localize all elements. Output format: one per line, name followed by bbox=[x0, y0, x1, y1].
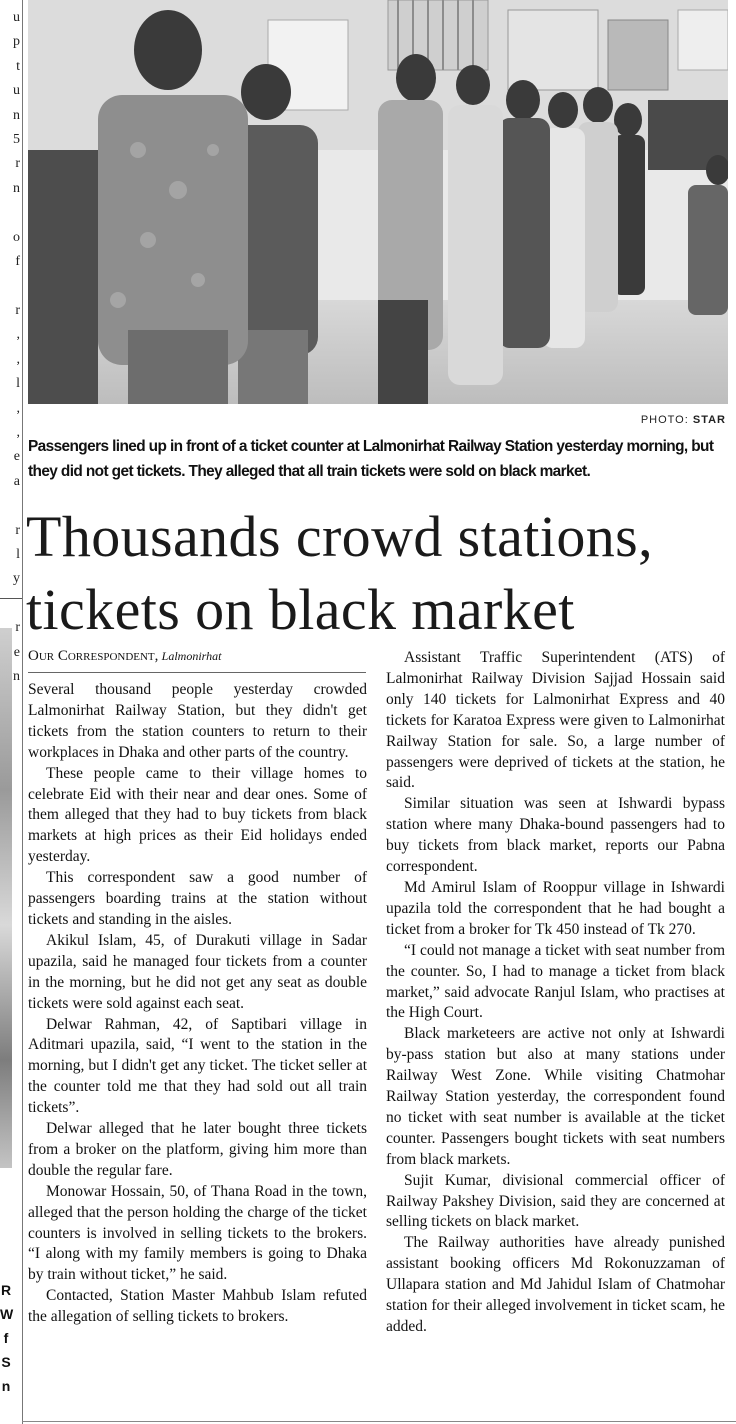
bottom-rule bbox=[22, 1421, 736, 1422]
adjacent-column-letter: y bbox=[13, 571, 20, 587]
adjacent-column-letter: r bbox=[15, 302, 20, 318]
adjacent-column-bold-letter: S bbox=[1, 1354, 11, 1370]
adjacent-column-letter bbox=[4, 592, 20, 616]
adjacent-column-letter: r bbox=[15, 156, 20, 172]
adjacent-column-letter: l bbox=[16, 376, 20, 392]
adjacent-column-letter: l bbox=[16, 546, 20, 562]
adjacent-column-bold-letter: R bbox=[0, 1282, 12, 1298]
adjacent-column-bold-letter: n bbox=[1, 1378, 11, 1394]
adjacent-column-letter bbox=[4, 201, 20, 225]
adjacent-column-letter: n bbox=[13, 180, 20, 196]
article-paragraph: Delwar alleged that he later bought three tickets from a broker on the platform, giving him more than double the regular fare. bbox=[28, 1120, 367, 1179]
adjacent-column-letter: o bbox=[13, 229, 20, 245]
article-paragraph: Sujit Kumar, divisional commercial officer of Railway Pakshey Division, said they are concerned at selling tickets on black market. bbox=[386, 1171, 725, 1231]
article-paragraph: Md Amirul Islam of Rooppur village in Ishwardi upazila told the correspondent that he had bought a ticket from a broker for Tk 450 instead of Tk 270. bbox=[386, 878, 725, 938]
article-paragraph: Several thousand people yesterday crowded Lalmonirhat Railway Station, but they didn't get tickets from the station counters to return to their workplaces in Dhaka and other parts of the country. bbox=[28, 681, 367, 761]
byline bbox=[28, 648, 368, 665]
adjacent-column-letter: n bbox=[13, 668, 20, 684]
byline-place: Lalmonirhat bbox=[161, 649, 222, 663]
adjacent-column-letter: , bbox=[16, 351, 20, 367]
adjacent-column-letter: u bbox=[13, 10, 20, 25]
photo-credit-source: STAR bbox=[692, 414, 726, 426]
adjacent-column-rule bbox=[0, 598, 22, 599]
article-paragraph: These people came to their village homes to celebrate Eid with their near and dear ones. Some of them alleged that they had to buy tickets from black markets at high prices as their Eid holidays ended yesterday. bbox=[28, 764, 367, 866]
adjacent-column-letter: 5 bbox=[13, 132, 20, 148]
adjacent-column-letter: u bbox=[13, 83, 20, 99]
adjacent-column-letter: e bbox=[13, 449, 20, 465]
adjacent-column-letter: a bbox=[13, 473, 20, 489]
photo-credit-label: PHOTO: bbox=[640, 414, 689, 426]
adjacent-column-photo bbox=[0, 628, 12, 1168]
column-divider bbox=[22, 0, 23, 1424]
adjacent-column-text bbox=[4, 6, 20, 689]
article-paragraph: This correspondent saw a good number of passengers boarding trains at the station without tickets and standing in the aisles. bbox=[28, 869, 367, 928]
byline-name: Our Correspondent, bbox=[28, 648, 159, 664]
adjacent-column-letter: t bbox=[16, 58, 20, 74]
adjacent-column-letter: , bbox=[16, 400, 20, 416]
article-column-2 bbox=[386, 648, 725, 1338]
news-photo bbox=[28, 0, 728, 404]
adjacent-column-bold-letter: W bbox=[0, 1306, 14, 1322]
photo-caption: Passengers lined up in front of a ticket counter at Lalmonirhat Railway Station yesterday morning, but they did not get tickets. They alleged that all train tickets were sold on black market. bbox=[28, 438, 714, 480]
adjacent-column-bold-text bbox=[0, 1278, 12, 1398]
adjacent-column-letter: f bbox=[15, 254, 20, 270]
adjacent-column-letter: , bbox=[16, 424, 20, 440]
article-paragraph: “I could not manage a ticket with seat number from the counter. So, I had to manage a ticket from black market,” said advocate Ranjul Islam, who practises at the High Court. bbox=[386, 941, 725, 1022]
headline bbox=[26, 500, 736, 646]
photo-credit bbox=[641, 414, 726, 426]
article-paragraph: The Railway authorities have already punished assistant booking officers Md Rokonuzzaman of Ullapara station and Md Jahidul Islam of Chatmohar station for their alleged involvement in ticket scam, he added. bbox=[386, 1234, 725, 1335]
article-paragraph: Akikul Islam, 45, of Durakuti village in Sadar upazila, said he managed four tickets from a counter in the morning, but he did not get any seat as double tickets were sold against each seat. bbox=[28, 931, 367, 1012]
article-paragraph: Similar situation was seen at Ishwardi bypass station where many Dhaka-bound passengers had to buy tickets from black market, reports our Pabna correspondent. bbox=[386, 795, 725, 876]
article-paragraph: Assistant Traffic Superintendent (ATS) of Lalmonirhat Railway Division Sajjad Hossain said only 140 tickets for Lalmonirhat Express and 40 tickets for Karatoa Express were given to Lalmonirhat Railway Station for sale. So, a large number of passengers were deprived of tickets at the station, he said. bbox=[386, 649, 725, 792]
adjacent-column-letter bbox=[4, 274, 20, 298]
article-paragraph: Monowar Hossain, 50, of Thana Road in the town, alleged that the person holding the charge of the ticket counters is involved in selling tickets to the brokers. “I along with my family members is going to Dhaka by train without ticket,” he said. bbox=[28, 1182, 367, 1284]
adjacent-column-strip bbox=[0, 0, 22, 1424]
article-paragraph: Contacted, Station Master Mahbub Islam refuted the allegation of selling tickets to brokers. bbox=[28, 1287, 367, 1326]
adjacent-column-letter: r bbox=[15, 620, 20, 636]
byline-rule bbox=[28, 672, 366, 673]
passengers-queue-photo bbox=[28, 0, 728, 404]
adjacent-column-letter: p bbox=[13, 34, 20, 50]
adjacent-column-bold-letter: f bbox=[3, 1330, 9, 1346]
headline-line-1: Thousands crowd stations, bbox=[26, 504, 653, 569]
adjacent-column-letter: e bbox=[13, 644, 20, 660]
headline-line-2: tickets on black market bbox=[26, 577, 575, 642]
article-paragraph: Black marketeers are active not only at Ishwardi by-pass station but also at many stations under Railway West Zone. While visiting Chatmohar Railway Station yesterday, the correspondent found no ticket with seat number is available at the ticket counter. Passengers bought tickets with seat numbers from black markets. bbox=[386, 1025, 725, 1168]
article-paragraph: Delwar Rahman, 42, of Saptibari village in Aditmari upazila, said, “I went to the station in the morning, but I didn't get any ticket. The ticket seller at the counter told me that they had sold out all train tickets”. bbox=[28, 1015, 367, 1117]
adjacent-column-letter: n bbox=[13, 107, 20, 123]
adjacent-column-letter: r bbox=[15, 522, 20, 538]
adjacent-column-letter: , bbox=[16, 327, 20, 343]
adjacent-column-letter bbox=[4, 494, 20, 518]
article-column-1 bbox=[28, 680, 367, 1328]
